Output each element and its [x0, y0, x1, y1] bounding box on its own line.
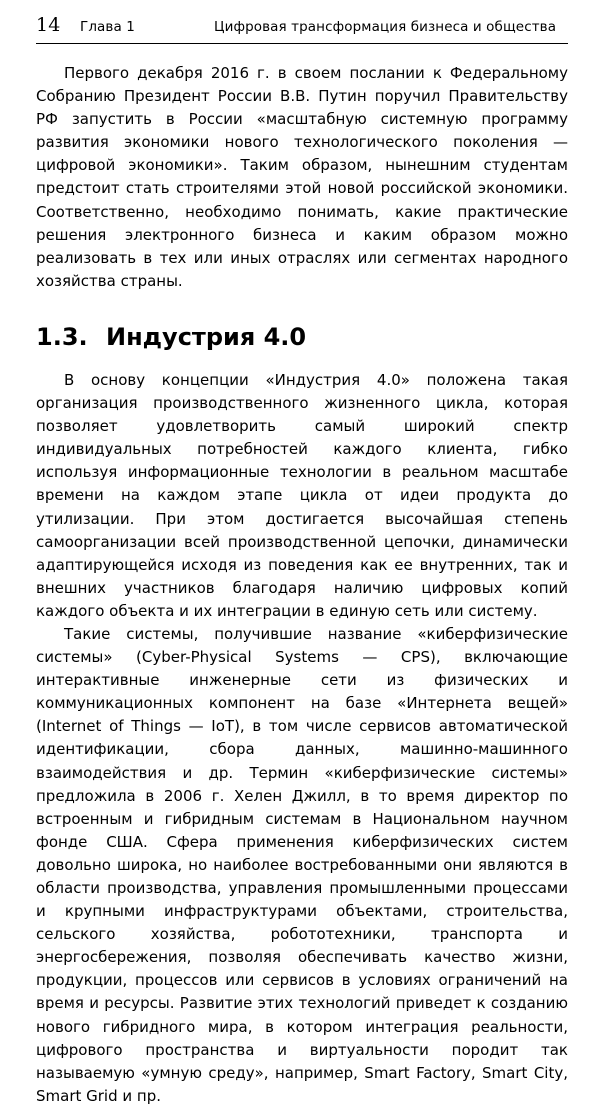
- intro-paragraph-block: [36, 62, 568, 293]
- section-heading: [36, 323, 568, 351]
- running-head: [36, 0, 568, 36]
- paragraph: Такие системы, получившие название «киберфизические системы» (Cyber-Physical Systems — CPS), включающие интерактивные инженерные сети из физических и коммуникационных компонент на базе «Интернета вещей» (Internet of Things — IoT), в том числе сервисов автоматической идентификации, сбора данных, машинно-машинного взаимодействия и др. Термин «киберфизические системы» предложила в 2006 г. Хелен Джилл, в то время директор по встроенным и гибридным системам в Национальном научном фонде США. Сфера применения киберфизических систем довольно широка, но наиболее востребованными они являются в области производства, управления промышленными процессами и крупными инфраструктурами объектами, строительства, сельского хозяйства, робототехники, транспорта и энергосбережения, позволяя обеспечивать качество жизни, продукции, процессов или сервисов в условиях ограничений на время и ресурсы. Развитие этих технологий приведет к созданию нового гибридного мира, в котором интеграция реальности, цифрового пространства и виртуальности породит так называемую «умную среду», например, Smart Factory, Smart City, Smart Grid и пр.: [36, 624, 568, 1105]
- section-body-block: [36, 369, 568, 1108]
- header-rule: [36, 43, 568, 44]
- paragraph: Первого декабря 2016 г. в своем послании к Федеральному Собранию Президент России В.В. Путин поручил Правительству РФ запустить в России «масштабную системную программу развития экономики нового технологического поколения — цифровой экономики». Таким образом, нынешним студентам предстоит стать строителями этой новой российской экономики. Соответственно, необходимо понимать, какие практические решения электронного бизнеса и каким образом можно реализовать в тех или иных отраслях или сегментах народного хозяйства страны.: [36, 64, 568, 290]
- paragraph: В основу концепции «Индустрия 4.0» положена такая организация производственного жизненного цикла, которая позволяет удовлетворить самый широкий спектр индивидуальных потребностей каждого клиента, гибко используя информационные технологии в реальном масштабе времени на каждом этапе цикла от идеи продукта до утилизации. При этом достигается высочайшая степень самоорганизации всей производственной цепочки, динамически адаптирующейся исходя из поведения как ее внутренних, так и внешних участников благодаря наличию цифровых копий каждого объекта и их интеграции в единую сеть или систему.: [36, 370, 568, 620]
- section-number: 1.3.: [36, 322, 88, 351]
- chapter-label: Глава 1: [80, 19, 135, 35]
- page-number: 14: [36, 14, 61, 36]
- running-head-title: Цифровая трансформация бизнеса и общества: [214, 19, 557, 35]
- section-title: Индустрия 4.0: [106, 322, 307, 351]
